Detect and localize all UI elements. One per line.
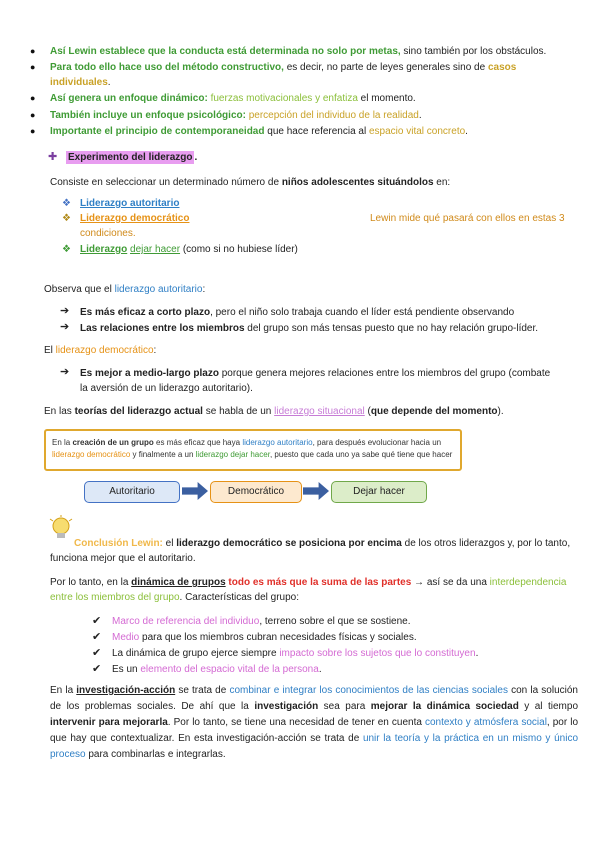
check-item-4: Es un elemento del espacio vital de la persona. bbox=[112, 664, 322, 675]
check-item-1: Marco de referencia del individuo, terreno sobre el que se sostiene. bbox=[112, 616, 411, 627]
note-box: En la creación de un grupo es más eficaz que haya liderazgo autoritario, para después evolucionar hacia un liderazgo democrático y finalmente a un liderazgo dejar hacer, puesto que cada uno ya sabe qué tiene que hacer bbox=[44, 429, 462, 471]
check-item-3: La dinámica de grupo ejerce siempre impacto sobre los sujetos que lo constituyen. bbox=[112, 648, 479, 659]
observa-item-2: Las relaciones entre los miembros del grupo son más tensas puesto que no hay relación grupo-líder. bbox=[80, 323, 539, 334]
conclusion: Conclusión Lewin: el liderazgo democrático se posiciona por encima de los otros liderazgos y, por lo tanto, funciona mejor que el autoritario. bbox=[50, 538, 571, 564]
bullet-dot: ● bbox=[30, 110, 36, 120]
flow-box-laissez-faire: Dejar hacer bbox=[331, 481, 427, 503]
checkmark-icon: ✔ bbox=[92, 615, 102, 627]
observa-item-1: Es más eficaz a corto plazo, pero el niño solo trabaja cuando el líder está pendiente observando bbox=[80, 307, 515, 318]
bullet-5: Importante el principio de contemporaneidad que hace referencia al espacio vital concreto. bbox=[50, 126, 468, 137]
leadership-item-laissez-faire: Liderazgo dejar hacer (como si no hubiese líder) bbox=[80, 244, 298, 255]
situacional-line: En las teorías del liderazgo actual se habla de un liderazgo situacional (que depende del momento). bbox=[44, 406, 504, 417]
checkmark-icon: ✔ bbox=[92, 663, 102, 675]
investigacion-paragraph: En la investigación-acción se trata de combinar e integrar los conocimientos de las ciencias sociales con la solución de los problemas sociales. De ahí que la investigación sea para mejorar la dinámica sociedad y al tiempo intervenir para mejorarla. Por lo tanto, se tiene una necesidad de tener en cuenta contexto y atmósfera social, por lo que hay que contextualizar. En esta investigación-acción se trata de unir la teoría y la práctica en un mismo y único proceso para combinarlas e integrarlas. bbox=[50, 685, 579, 760]
diamond-bullet-icon: ❖ bbox=[62, 198, 71, 209]
flow-arrow-icon bbox=[303, 482, 329, 500]
bullet-dot: ● bbox=[30, 62, 36, 72]
checkmark-icon: ✔ bbox=[92, 647, 102, 659]
bullet-dot: ● bbox=[30, 126, 36, 136]
bullet-4: También incluye un enfoque psicológico: percepción del individuo de la realidad. bbox=[50, 110, 422, 121]
arrow-bullet-icon: ➔ bbox=[60, 305, 70, 317]
flow-box-authoritarian: Autoritario bbox=[84, 481, 180, 503]
check-item-2: Medio para que los miembros cubran necesidades físicas y sociales. bbox=[112, 632, 417, 643]
bullet-3: Así genera un enfoque dinámico: fuerzas motivacionales y enfatiza el momento. bbox=[50, 93, 416, 104]
democratico-intro: El liderazgo democrático: bbox=[44, 345, 157, 356]
pin-icon: ✚ bbox=[48, 151, 58, 163]
checkmark-icon: ✔ bbox=[92, 631, 102, 643]
bullet-1: Así Lewin establece que la conducta está determinada no solo por metas, sino también por los obstáculos. bbox=[50, 46, 547, 57]
bullet-dot: ● bbox=[30, 93, 36, 103]
arrow-bullet-icon: ➔ bbox=[60, 321, 70, 333]
lewin-side-note: Lewin mide qué pasará con ellos en estas 3 bbox=[370, 213, 565, 224]
bullet-2: Para todo ello hace uso del método constructivo, es decir, no parte de leyes generales sino de casos individuales. bbox=[50, 62, 517, 88]
diamond-bullet-icon: ❖ bbox=[62, 244, 71, 255]
arrow-bullet-icon: ➔ bbox=[60, 366, 70, 378]
observa-intro: Observa que el liderazgo autoritario: bbox=[44, 284, 206, 295]
diamond-bullet-icon: ❖ bbox=[62, 213, 71, 224]
flow-arrow-icon bbox=[182, 482, 208, 500]
democratico-item: Es mejor a medio-largo plazo porque genera mejores relaciones entre los miembros del grupo (combate la aversión de un liderazgo autoritario). bbox=[80, 368, 551, 394]
leadership-item-democratic: Liderazgo democrático bbox=[80, 213, 190, 224]
bullet-dot: ● bbox=[30, 46, 36, 56]
dinamica-paragraph: Por lo tanto, en la dinámica de grupos todo es más que la suma de las partes → así se da una interdependencia entre los miembros del grupo. Características del grupo: bbox=[50, 577, 567, 603]
flow-box-democratic: Democrático bbox=[210, 481, 302, 503]
leadership-item-authoritarian: Liderazgo autoritario bbox=[80, 198, 180, 209]
experiment-intro: Consiste en seleccionar un determinado número de niños adolescentes situándolos en: bbox=[50, 177, 451, 188]
experiment-heading: Experimento del liderazgo . bbox=[68, 152, 198, 163]
lewin-side-note-cont: condiciones. bbox=[80, 228, 136, 239]
